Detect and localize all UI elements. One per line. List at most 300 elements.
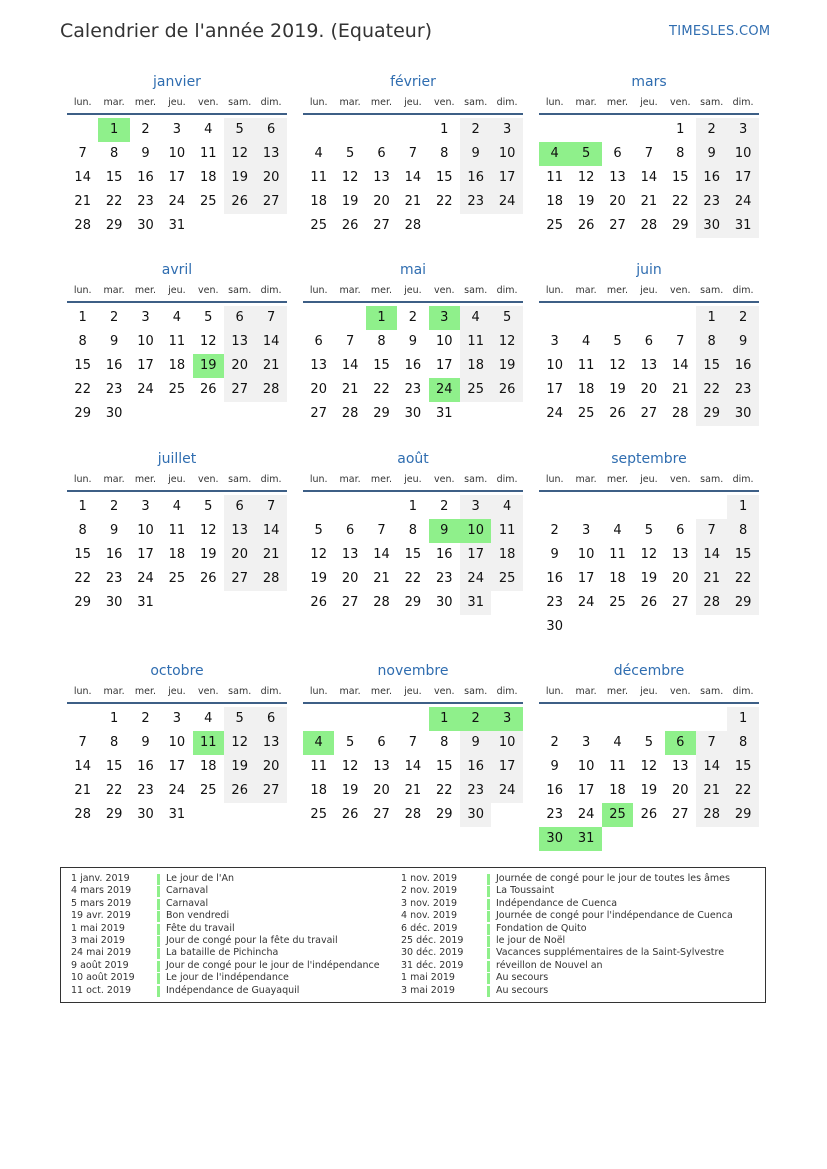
holiday-day-cell: 3	[491, 707, 522, 731]
holiday-day-cell: 1	[366, 306, 397, 330]
day-cell: 17	[577, 783, 595, 798]
day-cell: 11	[310, 759, 327, 774]
weekday-label: ven.	[434, 97, 455, 108]
weekday-label: mar.	[575, 474, 597, 485]
day-cell: 11	[546, 170, 563, 185]
weekday-label: dim.	[496, 97, 518, 108]
day-cell: 7	[696, 519, 727, 543]
legend-date: 3 mai 2019	[71, 934, 125, 946]
weekday-label: mer.	[606, 97, 629, 108]
weekday-label: lun.	[545, 97, 564, 108]
day-cell: 6	[676, 523, 685, 538]
day-cell: 24	[460, 567, 491, 591]
day-cell: 12	[577, 170, 595, 185]
day-cell: 5	[345, 146, 355, 161]
legend-date: 5 mars 2019	[71, 897, 132, 909]
day-cell: 6	[644, 334, 654, 349]
day-cell: 14	[341, 358, 359, 373]
day-cell: 2	[109, 499, 119, 514]
day-cell: 14	[404, 170, 422, 185]
day-cell: 9	[460, 731, 491, 755]
day-cell: 3	[172, 711, 182, 726]
day-cell: 23	[436, 571, 453, 586]
weekday-label: jeu.	[168, 285, 186, 296]
day-cell: 30	[137, 807, 154, 822]
day-cell: 1	[727, 707, 758, 731]
weekday-label: mer.	[606, 474, 629, 485]
day-cell: 22	[74, 571, 91, 586]
day-cell: 20	[672, 571, 689, 586]
weekday-label: mar.	[103, 285, 125, 296]
weekday-label: sam.	[700, 686, 724, 697]
day-cell: 11	[491, 519, 522, 543]
weekday-label: mar.	[339, 285, 361, 296]
holiday-marker	[487, 948, 490, 959]
legend-holiday-name: Le jour de l'indépendance	[166, 972, 289, 984]
month-name: mai	[399, 262, 427, 278]
weekday-label: ven.	[434, 686, 455, 697]
day-cell: 14	[74, 170, 91, 185]
day-cell: 4	[581, 334, 591, 349]
day-cell: 13	[609, 170, 626, 185]
day-cell: 18	[460, 354, 491, 378]
weekday-label: ven.	[198, 97, 219, 108]
day-cell: 13	[224, 519, 255, 543]
weekday-label: lun.	[73, 686, 92, 697]
day-cell: 4	[204, 711, 213, 726]
day-cell: 20	[224, 354, 255, 378]
legend-holiday-name: Journée de congé pour l'indépendance de Cuenca	[496, 910, 733, 922]
day-cell: 15	[404, 547, 422, 562]
day-cell: 10	[168, 146, 186, 161]
weekday-label: mer.	[370, 97, 393, 108]
weekday-label: jeu.	[404, 97, 422, 108]
day-cell: 11	[609, 547, 626, 562]
day-cell: 25	[609, 595, 626, 610]
weekday-label: dim.	[260, 97, 282, 108]
weekday-label: sam.	[228, 285, 252, 296]
day-cell: 6	[255, 118, 286, 142]
day-cell: 28	[404, 218, 422, 233]
day-cell: 24	[168, 194, 186, 209]
day-cell: 23	[696, 190, 727, 214]
day-cell: 3	[581, 735, 591, 750]
weekday-label: dim.	[260, 474, 282, 485]
day-cell: 10	[168, 735, 186, 750]
holiday-marker	[487, 973, 490, 984]
day-cell: 9	[550, 759, 559, 774]
day-cell: 6	[255, 707, 286, 731]
day-cell: 18	[200, 759, 217, 774]
weekday-label: dim.	[260, 285, 282, 296]
page-title: Calendrier de l'année 2019. (Equateur)	[60, 20, 433, 42]
weekday-label: sam.	[464, 474, 488, 485]
day-cell: 22	[74, 382, 91, 397]
weekday-label: dim.	[496, 686, 518, 697]
day-cell: 23	[460, 779, 491, 803]
day-cell: 14	[640, 170, 658, 185]
day-cell: 15	[727, 755, 758, 779]
weekday-label: dim.	[496, 285, 518, 296]
day-cell: 23	[137, 194, 154, 209]
day-cell: 7	[255, 495, 286, 519]
day-cell: 10	[436, 334, 453, 349]
day-cell: 4	[613, 523, 622, 538]
day-cell: 3	[491, 118, 522, 142]
day-cell: 27	[672, 595, 689, 610]
day-cell: 12	[640, 547, 658, 562]
day-cell: 23	[460, 190, 491, 214]
day-cell: 8	[78, 334, 87, 349]
day-cell: 29	[696, 402, 727, 426]
day-cell: 5	[491, 306, 522, 330]
day-cell: 2	[460, 118, 491, 142]
day-cell: 23	[546, 807, 563, 822]
day-cell: 31	[727, 214, 758, 238]
weekday-label: lun.	[309, 686, 328, 697]
month-name: août	[397, 451, 429, 467]
day-cell: 30	[404, 406, 422, 421]
weekday-label: ven.	[670, 474, 691, 485]
weekday-label: dim.	[732, 686, 754, 697]
day-cell: 26	[640, 807, 658, 822]
day-cell: 27	[255, 779, 286, 803]
month-header-rule	[539, 490, 759, 492]
day-cell: 13	[373, 759, 390, 774]
day-cell: 30	[727, 402, 758, 426]
day-cell: 1	[408, 499, 418, 514]
weekday-label: ven.	[198, 474, 219, 485]
day-cell: 18	[491, 543, 522, 567]
day-cell: 30	[105, 406, 123, 421]
holiday-marker	[487, 986, 490, 997]
legend-date: 1 janv. 2019	[71, 873, 130, 884]
legend-holiday-name: Fête du travail	[166, 922, 235, 934]
day-cell: 1	[78, 310, 87, 325]
day-cell: 30	[436, 595, 453, 610]
day-cell: 15	[436, 170, 453, 185]
day-cell: 14	[672, 358, 689, 373]
weekday-label: lun.	[545, 686, 564, 697]
day-cell: 22	[727, 567, 758, 591]
holiday-day-cell: 1	[429, 707, 460, 731]
weekday-label: mar.	[103, 686, 125, 697]
legend-holiday-name: Vacances supplémentaires de la Saint-Sylvestre	[496, 947, 725, 959]
day-cell: 25	[200, 194, 217, 209]
day-cell: 8	[676, 146, 685, 161]
holiday-day-cell: 11	[193, 731, 224, 755]
legend-date: 31 déc. 2019	[401, 959, 464, 971]
month-name: avril	[161, 262, 193, 278]
day-cell: 18	[310, 783, 327, 798]
legend-holiday-name: Indépendance de Cuenca	[496, 897, 618, 909]
weekday-label: jeu.	[640, 97, 658, 108]
legend-date: 2 nov. 2019	[401, 885, 457, 897]
day-cell: 26	[341, 807, 359, 822]
month-name: juin	[636, 262, 662, 278]
day-cell: 13	[310, 358, 327, 373]
day-cell: 22	[436, 783, 453, 798]
day-cell: 20	[373, 194, 390, 209]
day-cell: 18	[168, 547, 186, 562]
day-cell: 8	[109, 146, 119, 161]
day-cell: 24	[727, 190, 758, 214]
day-cell: 17	[168, 759, 186, 774]
day-cell: 28	[74, 807, 91, 822]
day-cell: 31	[137, 595, 154, 610]
weekday-label: jeu.	[168, 474, 186, 485]
month-name: septembre	[611, 451, 687, 467]
holiday-day-cell: 31	[570, 827, 601, 851]
day-cell: 15	[672, 170, 689, 185]
day-cell: 10	[577, 547, 595, 562]
day-cell: 28	[696, 591, 727, 615]
weekday-label: lun.	[545, 285, 564, 296]
day-cell: 25	[577, 406, 595, 421]
day-cell: 16	[137, 759, 154, 774]
day-cell: 22	[373, 382, 390, 397]
month-header-rule	[539, 113, 759, 115]
month-name: janvier	[153, 74, 201, 90]
holiday-marker	[157, 874, 160, 885]
holiday-marker	[487, 886, 490, 897]
day-cell: 25	[310, 807, 327, 822]
weekday-label: mar.	[575, 686, 597, 697]
day-cell: 16	[137, 170, 154, 185]
day-cell: 27	[255, 190, 286, 214]
day-cell: 8	[377, 334, 386, 349]
day-cell: 22	[727, 779, 758, 803]
day-cell: 22	[105, 783, 123, 798]
weekday-label: lun.	[309, 474, 328, 485]
day-cell: 16	[696, 166, 727, 190]
day-cell: 7	[78, 146, 87, 161]
day-cell: 31	[436, 406, 453, 421]
day-cell: 24	[491, 779, 522, 803]
day-cell: 15	[436, 759, 453, 774]
day-cell: 14	[696, 755, 727, 779]
holiday-marker	[157, 886, 160, 897]
weekday-label: mar.	[339, 686, 361, 697]
day-cell: 30	[696, 214, 727, 238]
day-cell: 31	[168, 807, 186, 822]
day-cell: 11	[168, 523, 186, 538]
day-cell: 6	[377, 735, 386, 750]
weekday-label: sam.	[464, 686, 488, 697]
day-cell: 20	[640, 382, 658, 397]
weekday-label: jeu.	[404, 285, 422, 296]
day-cell: 9	[696, 142, 727, 166]
day-cell: 15	[373, 358, 390, 373]
day-cell: 12	[491, 330, 522, 354]
day-cell: 9	[408, 334, 418, 349]
day-cell: 3	[727, 118, 758, 142]
legend-holiday-name: Journée de congé pour le jour de toutes les âmes	[496, 873, 730, 884]
day-cell: 16	[436, 547, 453, 562]
weekday-label: sam.	[464, 97, 488, 108]
holiday-marker	[157, 948, 160, 959]
day-cell: 26	[491, 378, 522, 402]
day-cell: 9	[141, 146, 150, 161]
day-cell: 13	[640, 358, 658, 373]
day-cell: 7	[255, 306, 286, 330]
day-cell: 20	[255, 166, 286, 190]
legend-date: 1 nov. 2019	[401, 873, 457, 884]
day-cell: 8	[408, 523, 418, 538]
day-cell: 12	[609, 358, 626, 373]
day-cell: 19	[224, 755, 255, 779]
day-cell: 16	[460, 166, 491, 190]
legend-holiday-name: Indépendance de Guayaquil	[166, 984, 300, 996]
holiday-day-cell: 19	[193, 354, 224, 378]
day-cell: 8	[440, 146, 449, 161]
brand-link[interactable]: TIMESLES.COM	[669, 24, 771, 39]
day-cell: 16	[546, 571, 563, 586]
weekday-label: dim.	[732, 97, 754, 108]
day-cell: 22	[436, 194, 453, 209]
weekday-label: mer.	[134, 285, 157, 296]
weekday-label: sam.	[228, 474, 252, 485]
day-cell: 21	[696, 779, 727, 803]
day-cell: 19	[341, 194, 359, 209]
weekday-label: mer.	[370, 686, 393, 697]
day-cell: 7	[696, 731, 727, 755]
day-cell: 18	[609, 571, 626, 586]
day-cell: 21	[341, 382, 359, 397]
weekday-label: ven.	[670, 97, 691, 108]
day-cell: 1	[109, 711, 119, 726]
day-cell: 5	[224, 118, 255, 142]
day-cell: 2	[550, 735, 559, 750]
weekday-label: mar.	[103, 474, 125, 485]
day-cell: 5	[613, 334, 622, 349]
day-cell: 25	[546, 218, 563, 233]
legend-date: 10 août 2019	[71, 972, 135, 984]
day-cell: 10	[137, 334, 154, 349]
day-cell: 10	[577, 759, 595, 774]
day-cell: 21	[404, 194, 422, 209]
day-cell: 6	[224, 306, 255, 330]
day-cell: 24	[168, 783, 186, 798]
day-cell: 26	[341, 218, 359, 233]
weekday-label: mer.	[370, 474, 393, 485]
day-cell: 2	[408, 310, 418, 325]
day-cell: 1	[696, 306, 727, 330]
day-cell: 15	[105, 170, 123, 185]
day-cell: 28	[373, 595, 390, 610]
day-cell: 4	[172, 499, 182, 514]
holiday-day-cell: 6	[665, 731, 696, 755]
legend-date: 4 nov. 2019	[401, 910, 457, 922]
day-cell: 12	[224, 731, 255, 755]
day-cell: 18	[168, 358, 186, 373]
day-cell: 10	[137, 523, 154, 538]
day-cell: 21	[404, 783, 422, 798]
day-cell: 12	[341, 759, 359, 774]
day-cell: 20	[224, 543, 255, 567]
day-cell: 1	[727, 495, 758, 519]
weekday-label: jeu.	[404, 686, 422, 697]
day-cell: 28	[672, 406, 689, 421]
weekday-label: ven.	[434, 474, 455, 485]
day-cell: 12	[310, 547, 327, 562]
day-cell: 29	[672, 218, 689, 233]
day-cell: 19	[577, 194, 595, 209]
weekday-label: sam.	[700, 285, 724, 296]
day-cell: 25	[310, 218, 327, 233]
month-header-rule	[67, 490, 287, 492]
day-cell: 27	[224, 567, 255, 591]
day-cell: 19	[609, 382, 626, 397]
holiday-marker	[487, 911, 490, 922]
day-cell: 21	[672, 382, 689, 397]
day-cell: 14	[373, 547, 390, 562]
month-header-rule	[539, 301, 759, 303]
day-cell: 17	[168, 170, 186, 185]
day-cell: 2	[550, 523, 559, 538]
day-cell: 9	[460, 142, 491, 166]
month-name: février	[390, 74, 436, 90]
day-cell: 28	[74, 218, 91, 233]
day-cell: 18	[310, 194, 327, 209]
day-cell: 12	[640, 759, 658, 774]
day-cell: 4	[460, 306, 491, 330]
day-cell: 9	[727, 330, 758, 354]
day-cell: 4	[172, 310, 182, 325]
legend-date: 19 avr. 2019	[71, 910, 131, 922]
day-cell: 25	[460, 378, 491, 402]
day-cell: 17	[546, 382, 563, 397]
day-cell: 25	[168, 571, 186, 586]
day-cell: 19	[310, 571, 327, 586]
day-cell: 2	[696, 118, 727, 142]
weekday-label: mar.	[103, 97, 125, 108]
holiday-marker	[487, 899, 490, 910]
day-cell: 6	[613, 146, 622, 161]
weekday-label: jeu.	[640, 474, 658, 485]
day-cell: 13	[255, 731, 286, 755]
weekday-label: dim.	[732, 285, 754, 296]
day-cell: 16	[546, 783, 563, 798]
day-cell: 20	[672, 783, 689, 798]
weekday-label: mar.	[575, 97, 597, 108]
day-cell: 20	[255, 755, 286, 779]
day-cell: 20	[609, 194, 626, 209]
day-cell: 23	[727, 378, 758, 402]
day-cell: 24	[137, 571, 154, 586]
day-cell: 13	[224, 330, 255, 354]
day-cell: 5	[644, 523, 654, 538]
weekday-label: sam.	[700, 474, 724, 485]
day-cell: 13	[255, 142, 286, 166]
day-cell: 6	[314, 334, 323, 349]
holiday-marker	[157, 973, 160, 984]
day-cell: 15	[696, 354, 727, 378]
day-cell: 27	[609, 218, 626, 233]
day-cell: 17	[137, 358, 154, 373]
day-cell: 13	[341, 547, 359, 562]
day-cell: 12	[200, 523, 217, 538]
holiday-day-cell: 5	[570, 142, 601, 166]
day-cell: 26	[310, 595, 327, 610]
weekday-label: ven.	[434, 285, 455, 296]
day-cell: 6	[224, 495, 255, 519]
day-cell: 3	[172, 122, 182, 137]
day-cell: 10	[546, 358, 563, 373]
day-cell: 14	[74, 759, 91, 774]
day-cell: 6	[345, 523, 355, 538]
day-cell: 31	[168, 218, 186, 233]
